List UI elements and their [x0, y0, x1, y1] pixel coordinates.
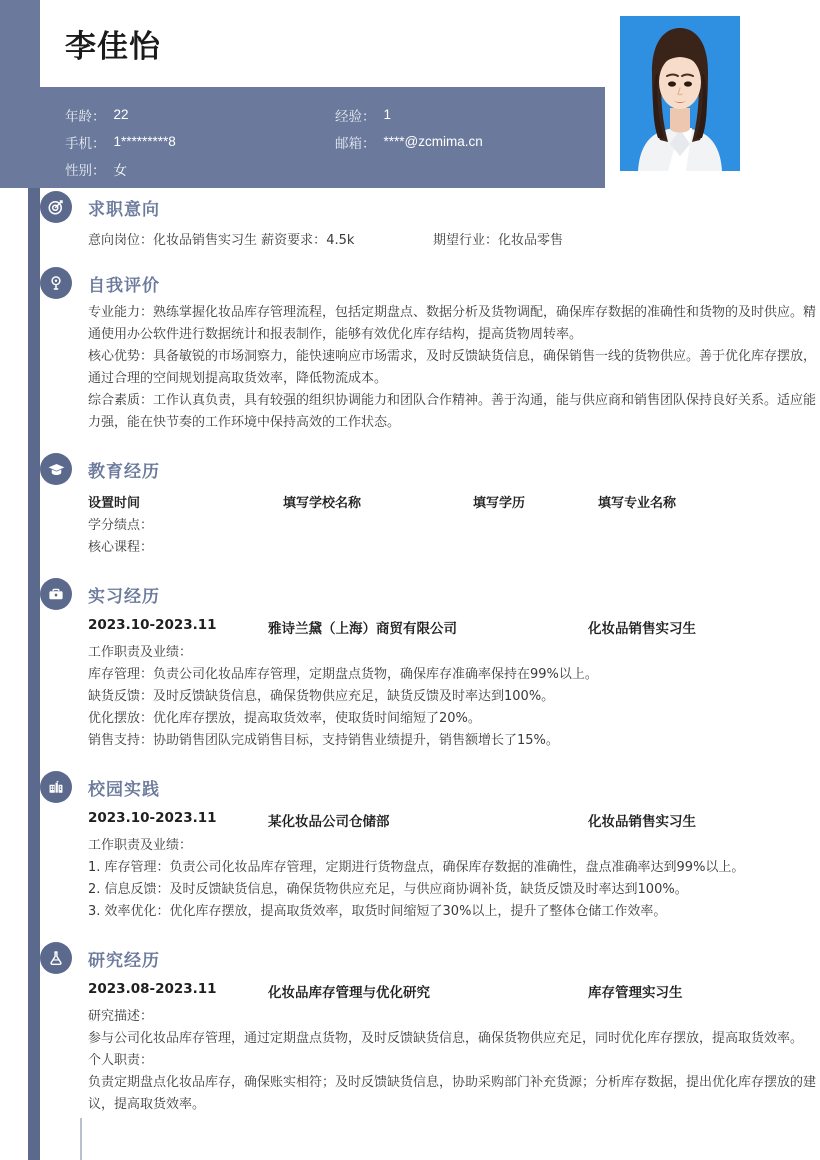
avatar: [620, 16, 740, 171]
education-details: [88, 515, 820, 559]
header-fields: [40, 87, 605, 188]
education-col-major: 填写专业名称: [598, 496, 677, 511]
internship-role: 化妆品销售实习生: [588, 621, 696, 637]
education-col-school: 填写学校名称: [283, 496, 362, 511]
internship-line: 库存管理：负责公司化妆品库存管理，定期盘点货物，确保库存准确率保持在99%以上。: [88, 667, 598, 682]
field-email-label: 邮箱：: [335, 135, 376, 151]
field-experience-value: 1: [383, 107, 392, 122]
position-value: 化妆品销售实习生: [153, 233, 258, 248]
research-line: 个人职责：: [88, 1053, 154, 1068]
salary-label: 薪资要求：: [261, 233, 327, 248]
school-building-icon: [40, 771, 72, 803]
section-research: [40, 939, 820, 1116]
campus-entry-header: [88, 806, 820, 835]
campus-date: 2023.10-2023.11: [88, 810, 217, 826]
target-icon: [40, 191, 72, 223]
research-line: 研究描述：: [88, 1009, 154, 1024]
field-experience: [335, 105, 595, 125]
education-courses-label: 核心课程：: [88, 540, 154, 555]
avatar-photo-illustration: [620, 16, 740, 171]
resume-header: [0, 0, 605, 188]
campus-line: 工作职责及业绩：: [88, 838, 193, 853]
header-field-row: [65, 128, 605, 155]
section-title: 教育经历: [88, 461, 160, 482]
resume-body: [40, 188, 820, 1118]
education-col-degree: 填写学历: [473, 496, 526, 511]
position-label: 意向岗位：: [88, 233, 154, 248]
section-campus-practice: [40, 768, 820, 937]
section-header: [88, 188, 820, 226]
field-gender-label: 性别：: [65, 162, 106, 178]
header-field-row: [65, 101, 605, 128]
flask-icon: [40, 942, 72, 974]
industry-label: 期望行业：: [433, 233, 499, 248]
evaluation-paragraph: 综合素质：工作认真负责，具有较强的组织协调能力和团队合作精神。善于沟通，能与供应商和销售团队保持良好关系。适应能力强，能在快节奏的工作环境中保持高效的工作状态。: [88, 393, 817, 430]
field-gender-value: 女: [113, 162, 127, 178]
campus-role: 化妆品销售实习生: [588, 814, 696, 830]
field-email: [335, 132, 595, 152]
job-intent-position: [88, 229, 433, 248]
internship-organization: 雅诗兰黛（上海）商贸有限公司: [268, 621, 457, 637]
research-details: [88, 1006, 820, 1116]
research-date: 2023.08-2023.11: [88, 981, 217, 997]
field-age-value: 22: [113, 107, 129, 122]
section-header: [88, 450, 820, 488]
section-title: 自我评价: [88, 275, 160, 296]
field-age-label: 年龄：: [65, 108, 106, 124]
section-title: 校园实践: [88, 779, 160, 800]
internship-entry-header: [88, 613, 820, 642]
page-title: 李佳怡: [65, 29, 161, 65]
field-email-value: ****@zcmima.cn: [383, 134, 483, 149]
badge-icon: [40, 267, 72, 299]
evaluation-paragraph: 专业能力：熟练掌握化妆品库存管理流程，包括定期盘点、数据分析及货物调配，确保库存数据的准确性和货物的及时供应。精通使用办公软件进行数据统计和报表制作，能够有效优化库存结构，提高货物周转率。: [88, 305, 817, 342]
research-topic: 化妆品库存管理与优化研究: [268, 985, 430, 1001]
section-title: 实习经历: [88, 586, 160, 607]
name-panel: [40, 0, 605, 87]
field-age: [65, 105, 335, 125]
section-title: 研究经历: [88, 950, 160, 971]
campus-line: 2. 信息反馈：及时反馈缺货信息，确保货物供应充足，与供应商协调补货，缺货反馈及时率达到100%。: [88, 882, 688, 897]
research-entry-header: [88, 977, 820, 1006]
field-phone-value: 1*********8: [113, 134, 176, 149]
section-header: [88, 264, 820, 302]
job-intent-industry: [433, 229, 563, 248]
research-line: 负责定期盘点化妆品库存，确保账实相符；及时反馈缺货信息，协助采购部门补充货源；分析库存数据，提出优化库存摆放的建议，提高取货效率。: [88, 1075, 817, 1112]
section-education: [40, 450, 820, 573]
internship-line: 优化摆放：优化库存摆放，提高取货效率，使取货时间缩短了20%。: [88, 711, 481, 726]
salary-value: 4.5k: [326, 233, 355, 248]
field-gender: [65, 159, 335, 179]
section-header: [88, 768, 820, 806]
education-table-header: [88, 488, 820, 515]
campus-line: 1. 库存管理：负责公司化妆品库存管理，定期进行货物盘点，确保库存数据的准确性，盘点准确率达到99%以上。: [88, 860, 745, 875]
education-gpa-label: 学分绩点：: [88, 518, 154, 533]
field-phone-label: 手机：: [65, 135, 106, 151]
research-role: 库存管理实习生: [588, 985, 683, 1001]
internship-line: 缺货反馈：及时反馈缺货信息，确保货物供应充足，缺货反馈及时率达到100%。: [88, 689, 555, 704]
research-line: 参与公司化妆品库存管理，通过定期盘点货物，及时反馈缺货信息，确保货物供应充足，同时优化库存摆放，提高取货效率。: [88, 1031, 804, 1046]
evaluation-paragraph: 核心优势：具备敏锐的市场洞察力，能快速响应市场需求，及时反馈缺货信息，确保销售一线的货物供应。善于优化库存摆放，通过合理的空间规划提高取货效率，降低物流成本。: [88, 349, 817, 386]
section-header: [88, 939, 820, 977]
section-job-intent: [40, 188, 820, 262]
graduation-cap-icon: [40, 453, 72, 485]
section-header: [88, 575, 820, 613]
section-internship: [40, 575, 820, 766]
internship-line: 销售支持：协助销售团队完成销售目标，支持销售业绩提升，销售额增长了15%。: [88, 733, 559, 748]
briefcase-icon: [40, 578, 72, 610]
header-field-row: [65, 155, 605, 182]
field-experience-label: 经验：: [335, 108, 376, 124]
internship-date: 2023.10-2023.11: [88, 617, 217, 633]
campus-organization: 某化妆品公司仓储部: [268, 814, 390, 830]
internship-details: [88, 642, 820, 752]
industry-value: 化妆品零售: [498, 233, 564, 248]
field-phone: [65, 132, 335, 152]
section-self-evaluation: [40, 264, 820, 448]
self-evaluation-text: [88, 302, 820, 434]
internship-line: 工作职责及业绩：: [88, 645, 193, 660]
campus-line: 3. 效率优化：优化库存摆放，提高取货效率，取货时间缩短了30%以上，提升了整体仓储工作效率。: [88, 904, 667, 919]
section-title: 求职意向: [88, 199, 160, 220]
job-intent-row: [88, 226, 820, 254]
education-col-time: 设置时间: [88, 496, 141, 511]
campus-details: [88, 835, 820, 923]
